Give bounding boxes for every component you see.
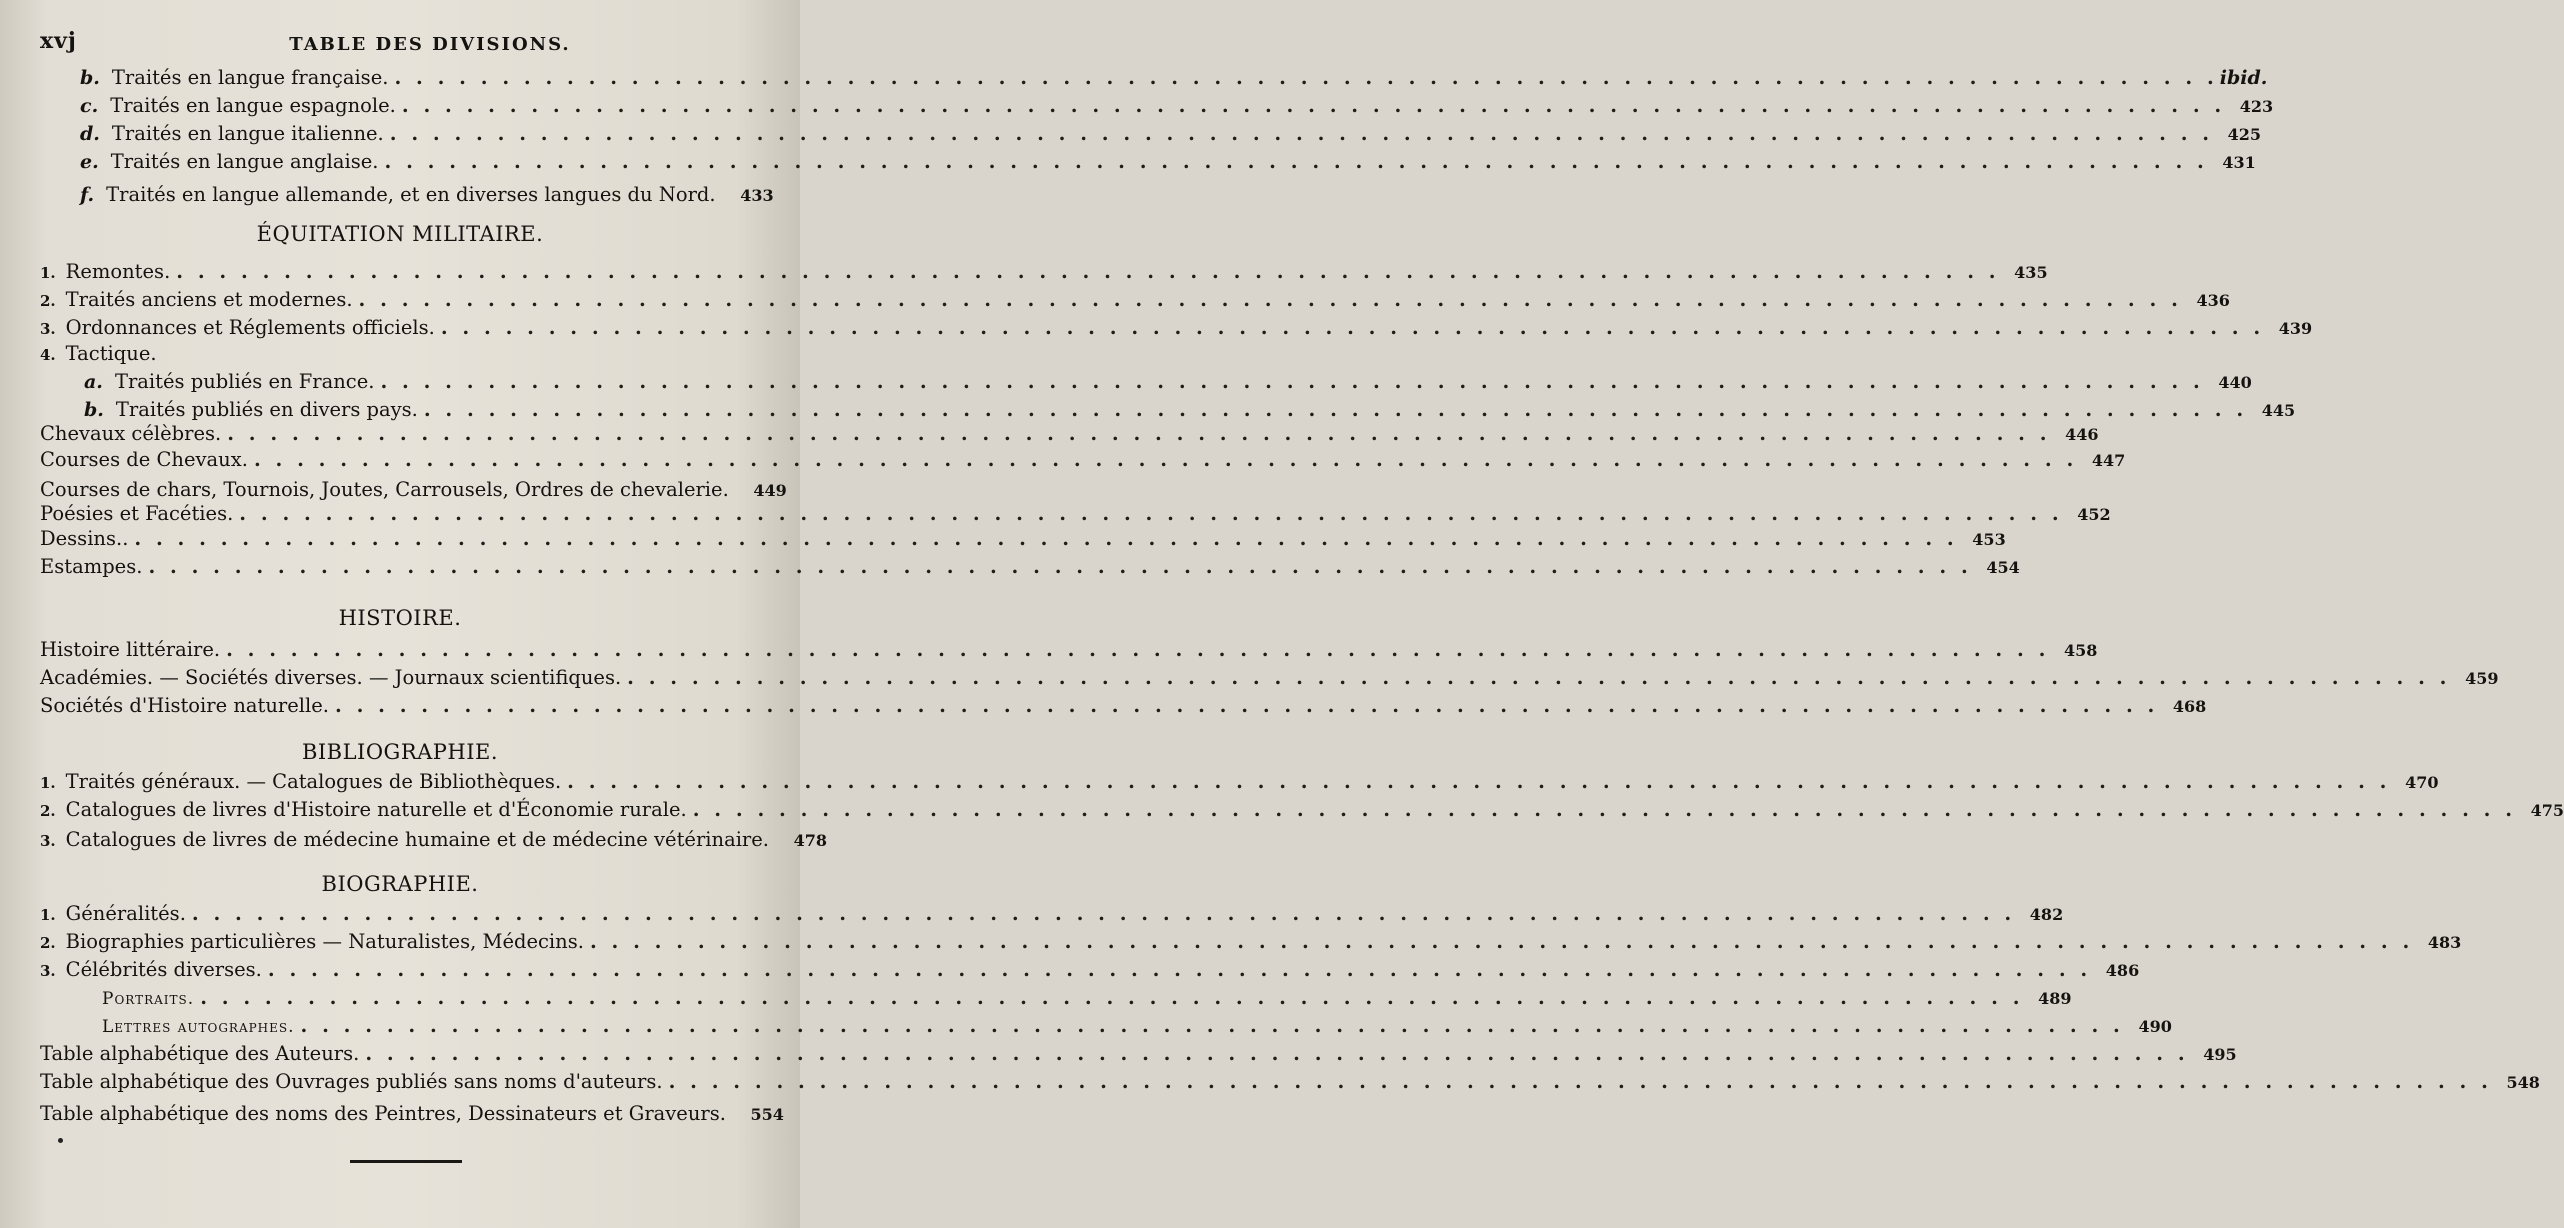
toc-entry [40, 826, 827, 853]
toc-entry [80, 120, 2262, 147]
entry-number: 4. [40, 346, 56, 364]
entry-page: 548 [2506, 1073, 2540, 1092]
dot-leader [148, 553, 1967, 580]
toc-entry [80, 92, 2274, 119]
entry-page: 452 [2077, 505, 2111, 524]
entry-text: Table alphabétique des noms des Peintres, Dessinateurs et Graveurs. [40, 1102, 726, 1125]
toc-entry [40, 420, 2099, 447]
toc-entry [80, 148, 2256, 175]
entry-text: Courses de chars, Tournois, Joutes, Carrousels, Ordres de chevalerie. [40, 478, 729, 501]
toc-entry [40, 900, 2064, 927]
entry-page: 482 [2029, 905, 2064, 924]
toc-entry [40, 664, 2499, 691]
entry-number: 2. [40, 802, 56, 820]
toc-entry [80, 181, 774, 208]
dot-leader [394, 64, 2213, 91]
entry-number: 2. [40, 934, 56, 952]
entry-page: 486 [2105, 961, 2140, 980]
dot-leader [669, 1068, 2488, 1095]
entry-text: Catalogues de livres de médecine humaine et de médecine vétérinaire. [65, 828, 769, 851]
toc-entry [40, 476, 787, 503]
dot-leader [567, 768, 2386, 795]
entry-page: ibid. [2219, 67, 2268, 89]
toc-entry [40, 692, 2207, 719]
entry-number: 3. [40, 320, 56, 338]
entry-text: Traités publiés en France. [114, 370, 375, 393]
toc-entry [102, 1012, 2172, 1039]
dot-leader [226, 636, 2045, 663]
toc-entry [40, 636, 2098, 663]
entry-page: 446 [2065, 425, 2099, 444]
dot-leader [590, 928, 2409, 955]
entry-page: 445 [2261, 401, 2296, 420]
entry-page: 436 [2196, 291, 2230, 310]
entry-text: Table alphabétique des Auteurs. [40, 1042, 360, 1065]
entry-page: 440 [2218, 373, 2252, 392]
entry-page: 435 [2014, 263, 2048, 282]
toc-entry [40, 525, 2006, 552]
entry-number: b. [80, 67, 100, 89]
dot-leader [254, 446, 2073, 473]
entry-page: 453 [1972, 530, 2006, 549]
entry-page: 431 [2222, 153, 2256, 172]
dot-leader [627, 664, 2446, 691]
entry-number: b. [84, 399, 104, 421]
ink-speck [58, 1138, 63, 1143]
entry-text: Traités en langue espagnole. [110, 94, 396, 117]
entry-page: 478 [793, 831, 827, 850]
dot-leader [365, 1040, 2184, 1067]
entry-page: 425 [2227, 125, 2262, 144]
entry-text: Lettres autographes. [102, 1017, 295, 1037]
entry-number: f. [80, 184, 95, 206]
entry-text: Estampes. [40, 555, 143, 578]
dot-leader [424, 396, 2243, 423]
entry-text: Célébrités diverses. [65, 958, 262, 981]
toc-entry [40, 314, 2313, 341]
entry-text: Tactique. [65, 342, 157, 365]
entry-number: e. [80, 151, 99, 173]
entry-text: Dessins.. [40, 527, 129, 550]
entry-text: Généralités. [65, 902, 186, 925]
toc-entry [102, 984, 2072, 1011]
dot-leader [335, 692, 2154, 719]
entry-number: 3. [40, 832, 56, 850]
entry-text: Traités en langue française. [111, 66, 389, 89]
entry-page: 468 [2172, 697, 2207, 716]
entry-text: Traités anciens et modernes. [65, 288, 353, 311]
toc-entry [40, 1100, 784, 1127]
toc-entry [40, 1040, 2237, 1067]
toc-entry [84, 396, 2296, 423]
section-heading-biographie: BIOGRAPHIE. [321, 872, 479, 896]
entry-text: Remontes. [65, 260, 171, 283]
entry-page: 489 [2038, 989, 2072, 1008]
toc-entry [40, 796, 2564, 823]
section-heading-histoire: HISTOIRE. [338, 606, 462, 630]
entry-text: Ordonnances et Réglements officiels. [65, 316, 435, 339]
entry-page: 423 [2239, 97, 2274, 116]
page-header-title: TABLE DES DIVISIONS. [289, 34, 571, 55]
entry-text: Traités en langue anglaise. [110, 150, 379, 173]
entry-page: 439 [2278, 319, 2313, 338]
toc-entry [40, 446, 2126, 473]
toc-entry [40, 768, 2439, 795]
entry-text: Table alphabétique des Ouvrages publiés sans noms d'auteurs. [40, 1070, 663, 1093]
entry-page: 433 [740, 186, 774, 205]
dot-leader [359, 286, 2178, 313]
entry-text: Portraits. [102, 989, 195, 1009]
entry-page: 459 [2465, 669, 2499, 688]
entry-text: Poésies et Facéties. [40, 502, 234, 525]
toc-entry [40, 286, 2230, 313]
dot-leader [693, 796, 2512, 823]
toc-entry [40, 1068, 2540, 1095]
entry-number: 1. [40, 264, 56, 282]
section-heading-equitation: ÉQUITATION MILITAIRE. [256, 222, 544, 246]
entry-page: 449 [753, 481, 787, 500]
toc-entry [80, 64, 2268, 91]
section-heading-bibliographie: BIBLIOGRAPHIE. [301, 740, 499, 764]
entry-number: 1. [40, 906, 56, 924]
entry-number: c. [80, 95, 99, 117]
dot-leader [380, 368, 2199, 395]
entry-text: Courses de Chevaux. [40, 448, 248, 471]
toc-entry [84, 368, 2252, 395]
entry-text: Académies. — Sociétés diverses. — Journaux scientifiques. [40, 666, 622, 689]
dot-leader [441, 314, 2260, 341]
dot-leader [301, 1012, 2120, 1039]
entry-page: 447 [2091, 451, 2126, 470]
entry-page: 458 [2063, 641, 2098, 660]
entry-number: d. [80, 123, 100, 145]
toc-entry [40, 258, 2048, 285]
entry-page: 490 [2138, 1017, 2172, 1036]
entry-number: 2. [40, 292, 56, 310]
entry-text: Sociétés d'Histoire naturelle. [40, 694, 329, 717]
entry-text: Catalogues de livres d'Histoire naturelle et d'Économie rurale. [65, 798, 687, 821]
entry-page: 483 [2427, 933, 2462, 952]
end-rule [350, 1160, 462, 1163]
toc-entry [40, 500, 2111, 527]
toc-entry [40, 928, 2462, 955]
dot-leader [268, 956, 2087, 983]
entry-page: 454 [1986, 558, 2020, 577]
entry-text: Traités généraux. — Catalogues de Bibliothèques. [65, 770, 562, 793]
entry-text: Biographies particulières — Naturalistes, Médecins. [65, 930, 584, 953]
dot-leader [390, 120, 2209, 147]
entry-number: 1. [40, 774, 56, 792]
entry-page: 495 [2203, 1045, 2237, 1064]
toc-entry [40, 340, 770, 367]
page-number: xvj [40, 28, 77, 54]
toc-entry [40, 956, 2140, 983]
dot-leader [402, 92, 2221, 119]
dot-leader [200, 984, 2019, 1011]
entry-text: Traités en langue italienne. [111, 122, 384, 145]
toc-entry [40, 553, 2020, 580]
entry-text: Traités en langue allemande, et en diverses langues du Nord. [106, 183, 716, 206]
dot-leader [227, 420, 2046, 447]
entry-text: Histoire littéraire. [40, 638, 221, 661]
dot-leader [192, 900, 2011, 927]
entry-number: 3. [40, 962, 56, 980]
entry-text: Chevaux célèbres. [40, 422, 222, 445]
dot-leader [239, 500, 2058, 527]
entry-text: Traités publiés en divers pays. [115, 398, 418, 421]
dot-leader [176, 258, 1995, 285]
dot-leader [134, 525, 1953, 552]
entry-page: 475 [2530, 801, 2564, 820]
entry-number: a. [84, 371, 103, 393]
entry-page: 470 [2405, 773, 2439, 792]
dot-leader [385, 148, 2204, 175]
entry-page: 554 [750, 1105, 784, 1124]
